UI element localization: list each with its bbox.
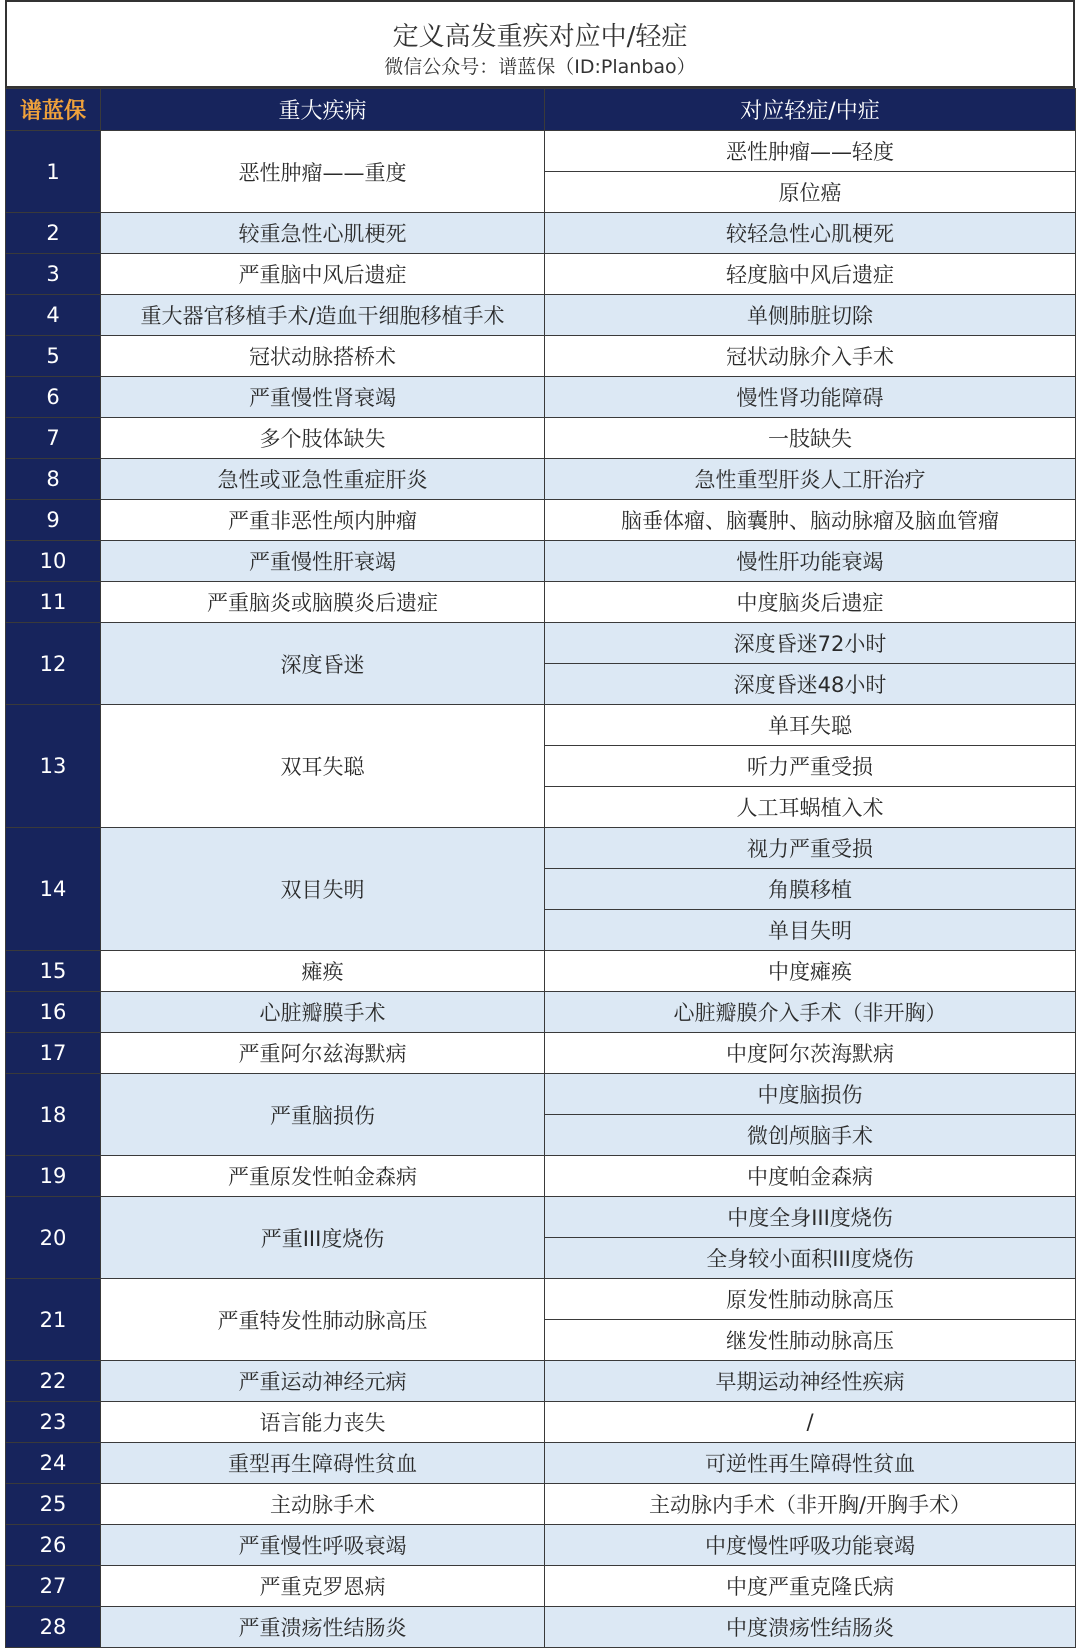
major-disease-cell: 主动脉手术 xyxy=(101,1484,545,1525)
row-number: 20 xyxy=(6,1197,101,1279)
minor-disease-cell: 微创颅脑手术 xyxy=(545,1115,1076,1156)
minor-disease-cell: 深度昏迷72小时 xyxy=(545,623,1076,664)
minor-disease-cell: 单耳失聪 xyxy=(545,705,1076,746)
row-number: 5 xyxy=(6,336,101,377)
minor-disease-cell: 早期运动神经性疾病 xyxy=(545,1361,1076,1402)
minor-disease-cell: 中度溃疡性结肠炎 xyxy=(545,1607,1076,1648)
table-row xyxy=(6,1402,1076,1443)
table-row xyxy=(6,1484,1076,1525)
minor-disease-cell: 角膜移植 xyxy=(545,869,1076,910)
minor-disease-cell: 主动脉内手术（非开胸/开胸手术） xyxy=(545,1484,1076,1525)
minor-disease-cell: 中度慢性呼吸功能衰竭 xyxy=(545,1525,1076,1566)
major-disease-cell: 严重运动神经元病 xyxy=(101,1361,545,1402)
table-row xyxy=(6,541,1076,582)
minor-disease-cell: 人工耳蜗植入术 xyxy=(545,787,1076,828)
major-disease-cell: 冠状动脉搭桥术 xyxy=(101,336,545,377)
minor-disease-cell: 急性重型肝炎人工肝治疗 xyxy=(545,459,1076,500)
table-row xyxy=(6,1607,1076,1648)
row-number: 25 xyxy=(6,1484,101,1525)
major-disease-cell: 严重非恶性颅内肿瘤 xyxy=(101,500,545,541)
table-row xyxy=(6,705,1076,746)
minor-disease-cell: 原位癌 xyxy=(545,172,1076,213)
major-disease-cell: 严重特发性肺动脉高压 xyxy=(101,1279,545,1361)
row-number: 2 xyxy=(6,213,101,254)
row-number: 13 xyxy=(6,705,101,828)
page-title: 定义高发重疾对应中/轻症 xyxy=(392,22,688,52)
major-disease-cell: 重大器官移植手术/造血干细胞移植手术 xyxy=(101,295,545,336)
major-disease-cell: 严重脑炎或脑膜炎后遗症 xyxy=(101,582,545,623)
minor-disease-cell: 中度脑损伤 xyxy=(545,1074,1076,1115)
minor-disease-cell: 原发性肺动脉高压 xyxy=(545,1279,1076,1320)
major-disease-cell: 严重克罗恩病 xyxy=(101,1566,545,1607)
minor-disease-cell: 听力严重受损 xyxy=(545,746,1076,787)
table-row xyxy=(6,500,1076,541)
minor-disease-cell: 可逆性再生障碍性贫血 xyxy=(545,1443,1076,1484)
major-disease-cell: 严重溃疡性结肠炎 xyxy=(101,1607,545,1648)
major-disease-cell: 严重原发性帕金森病 xyxy=(101,1156,545,1197)
row-number: 9 xyxy=(6,500,101,541)
table-row xyxy=(6,1197,1076,1238)
major-disease-cell: 严重III度烧伤 xyxy=(101,1197,545,1279)
row-number: 18 xyxy=(6,1074,101,1156)
comparison-sheet xyxy=(5,0,1075,1648)
major-disease-cell: 较重急性心肌梗死 xyxy=(101,213,545,254)
major-disease-cell: 深度昏迷 xyxy=(101,623,545,705)
major-disease-cell: 严重脑中风后遗症 xyxy=(101,254,545,295)
row-number: 12 xyxy=(6,623,101,705)
minor-disease-cell: 较轻急性心肌梗死 xyxy=(545,213,1076,254)
row-number: 11 xyxy=(6,582,101,623)
major-disease-cell: 严重脑损伤 xyxy=(101,1074,545,1156)
table-row xyxy=(6,131,1076,172)
row-number: 24 xyxy=(6,1443,101,1484)
major-disease-cell: 严重阿尔兹海默病 xyxy=(101,1033,545,1074)
table-row xyxy=(6,213,1076,254)
table-row xyxy=(6,623,1076,664)
minor-disease-cell: 轻度脑中风后遗症 xyxy=(545,254,1076,295)
major-disease-cell: 急性或亚急性重症肝炎 xyxy=(101,459,545,500)
row-number: 7 xyxy=(6,418,101,459)
table-row xyxy=(6,1525,1076,1566)
minor-disease-cell: 一肢缺失 xyxy=(545,418,1076,459)
minor-disease-cell: 视力严重受损 xyxy=(545,828,1076,869)
row-number: 4 xyxy=(6,295,101,336)
table-row xyxy=(6,828,1076,869)
major-disease-cell: 语言能力丧失 xyxy=(101,1402,545,1443)
table-row xyxy=(6,951,1076,992)
minor-disease-cell: 恶性肿瘤——轻度 xyxy=(545,131,1076,172)
row-number: 6 xyxy=(6,377,101,418)
row-number: 27 xyxy=(6,1566,101,1607)
row-number: 19 xyxy=(6,1156,101,1197)
row-number: 3 xyxy=(6,254,101,295)
minor-disease-cell: 脑垂体瘤、脑囊肿、脑动脉瘤及脑血管瘤 xyxy=(545,500,1076,541)
major-disease-cell: 严重慢性呼吸衰竭 xyxy=(101,1525,545,1566)
column-header-brand: 谱蓝保 xyxy=(6,89,101,131)
table-row xyxy=(6,418,1076,459)
minor-disease-cell: 单侧肺脏切除 xyxy=(545,295,1076,336)
table-row xyxy=(6,1033,1076,1074)
column-header-major: 重大疾病 xyxy=(101,89,545,131)
major-disease-cell: 严重慢性肾衰竭 xyxy=(101,377,545,418)
table-row xyxy=(6,1566,1076,1607)
minor-disease-cell: 中度脑炎后遗症 xyxy=(545,582,1076,623)
table-body xyxy=(6,131,1076,1648)
minor-disease-cell: 单目失明 xyxy=(545,910,1076,951)
table-row xyxy=(6,336,1076,377)
row-number: 28 xyxy=(6,1607,101,1648)
title-box xyxy=(5,0,1075,88)
page-subtitle: 微信公众号：谱蓝保（ID:Planbao） xyxy=(384,56,696,78)
table-row xyxy=(6,1443,1076,1484)
major-disease-cell: 多个肢体缺失 xyxy=(101,418,545,459)
column-header-minor: 对应轻症/中症 xyxy=(545,89,1076,131)
major-disease-cell: 重型再生障碍性贫血 xyxy=(101,1443,545,1484)
minor-disease-cell: 心脏瓣膜介入手术（非开胸） xyxy=(545,992,1076,1033)
major-disease-cell: 双耳失聪 xyxy=(101,705,545,828)
disease-table xyxy=(5,88,1076,1648)
row-number: 16 xyxy=(6,992,101,1033)
table-row xyxy=(6,992,1076,1033)
row-number: 15 xyxy=(6,951,101,992)
table-row xyxy=(6,295,1076,336)
table-row xyxy=(6,1156,1076,1197)
table-row xyxy=(6,1279,1076,1320)
row-number: 17 xyxy=(6,1033,101,1074)
table-row xyxy=(6,459,1076,500)
row-number: 1 xyxy=(6,131,101,213)
minor-disease-cell: / xyxy=(545,1402,1076,1443)
major-disease-cell: 恶性肿瘤——重度 xyxy=(101,131,545,213)
major-disease-cell: 双目失明 xyxy=(101,828,545,951)
table-row xyxy=(6,254,1076,295)
minor-disease-cell: 慢性肝功能衰竭 xyxy=(545,541,1076,582)
minor-disease-cell: 全身较小面积III度烧伤 xyxy=(545,1238,1076,1279)
minor-disease-cell: 中度全身III度烧伤 xyxy=(545,1197,1076,1238)
minor-disease-cell: 中度帕金森病 xyxy=(545,1156,1076,1197)
row-number: 26 xyxy=(6,1525,101,1566)
major-disease-cell: 严重慢性肝衰竭 xyxy=(101,541,545,582)
major-disease-cell: 瘫痪 xyxy=(101,951,545,992)
minor-disease-cell: 慢性肾功能障碍 xyxy=(545,377,1076,418)
minor-disease-cell: 深度昏迷48小时 xyxy=(545,664,1076,705)
row-number: 21 xyxy=(6,1279,101,1361)
table-row xyxy=(6,582,1076,623)
minor-disease-cell: 冠状动脉介入手术 xyxy=(545,336,1076,377)
minor-disease-cell: 中度瘫痪 xyxy=(545,951,1076,992)
minor-disease-cell: 继发性肺动脉高压 xyxy=(545,1320,1076,1361)
major-disease-cell: 心脏瓣膜手术 xyxy=(101,992,545,1033)
table-row xyxy=(6,377,1076,418)
row-number: 8 xyxy=(6,459,101,500)
row-number: 22 xyxy=(6,1361,101,1402)
row-number: 14 xyxy=(6,828,101,951)
minor-disease-cell: 中度严重克隆氏病 xyxy=(545,1566,1076,1607)
row-number: 23 xyxy=(6,1402,101,1443)
table-row xyxy=(6,1361,1076,1402)
table-row xyxy=(6,1074,1076,1115)
minor-disease-cell: 中度阿尔茨海默病 xyxy=(545,1033,1076,1074)
row-number: 10 xyxy=(6,541,101,582)
